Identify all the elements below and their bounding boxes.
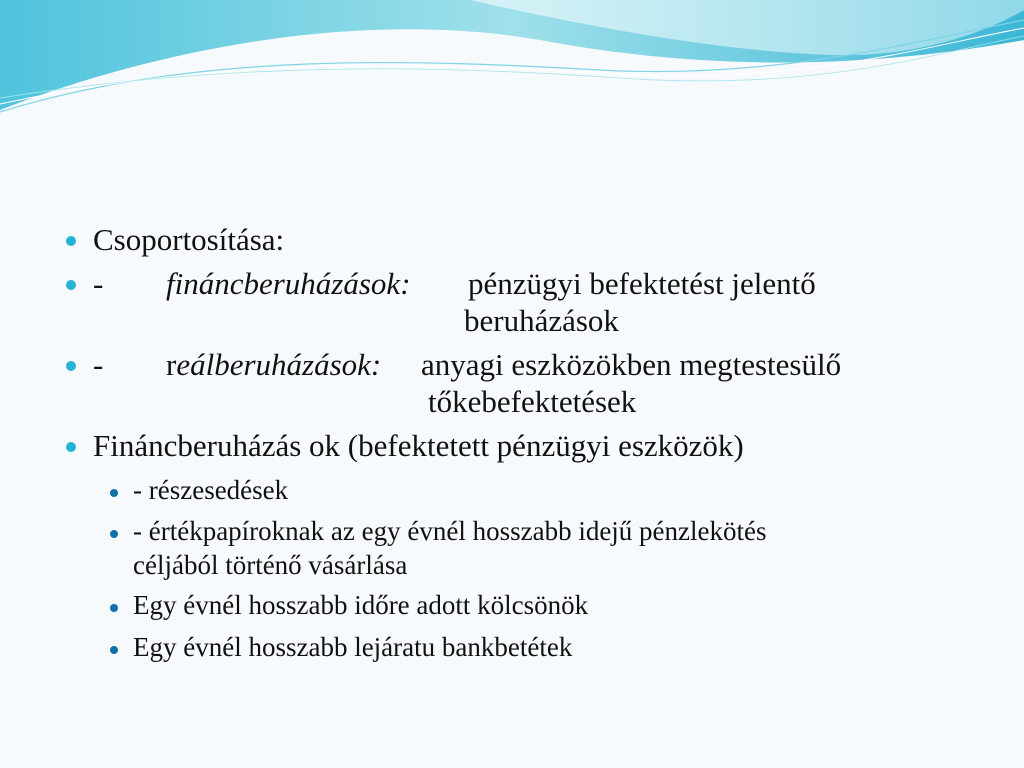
sub-item: Egy évnél hosszabb lejáratu bankbetétek	[133, 632, 573, 662]
item-dash: -	[93, 266, 104, 301]
sub-item: Egy évnél hosszabb időre adott kölcsönök	[133, 590, 589, 620]
item-dash: -	[93, 347, 104, 382]
bullet-icon	[66, 236, 76, 246]
item-term-prefix	[166, 347, 381, 383]
sub-item: - részesedések	[133, 475, 289, 505]
sub-item-continued: céljából történő vásárlása	[133, 550, 408, 580]
item-description: anyagi eszközökben megtestesülő	[421, 347, 842, 382]
sub-bullet-icon	[110, 604, 118, 612]
item-term: eálberuházások:	[176, 347, 382, 382]
sub-bullet-icon	[110, 530, 118, 538]
sub-bullet-icon	[110, 646, 118, 654]
item-heading: Csoportosítása:	[93, 222, 285, 257]
bullet-icon	[66, 361, 76, 371]
item-description-continued: tőkebefektetések	[428, 384, 637, 419]
item-heading: Fináncberuházás ok (befektetett pénzügyi eszközök)	[93, 428, 744, 463]
item-description: pénzügyi befektetést jelentő	[468, 266, 816, 301]
bullet-icon	[66, 280, 76, 290]
sub-item: - értékpapíroknak az egy évnél hosszabb idejű pénzlekötés	[133, 516, 767, 546]
bullet-icon	[66, 442, 76, 452]
item-term: fináncberuházások:	[166, 266, 411, 301]
item-description-continued: beruházások	[464, 303, 619, 338]
sub-bullet-icon	[110, 489, 118, 497]
term-prefix: r	[166, 347, 177, 382]
